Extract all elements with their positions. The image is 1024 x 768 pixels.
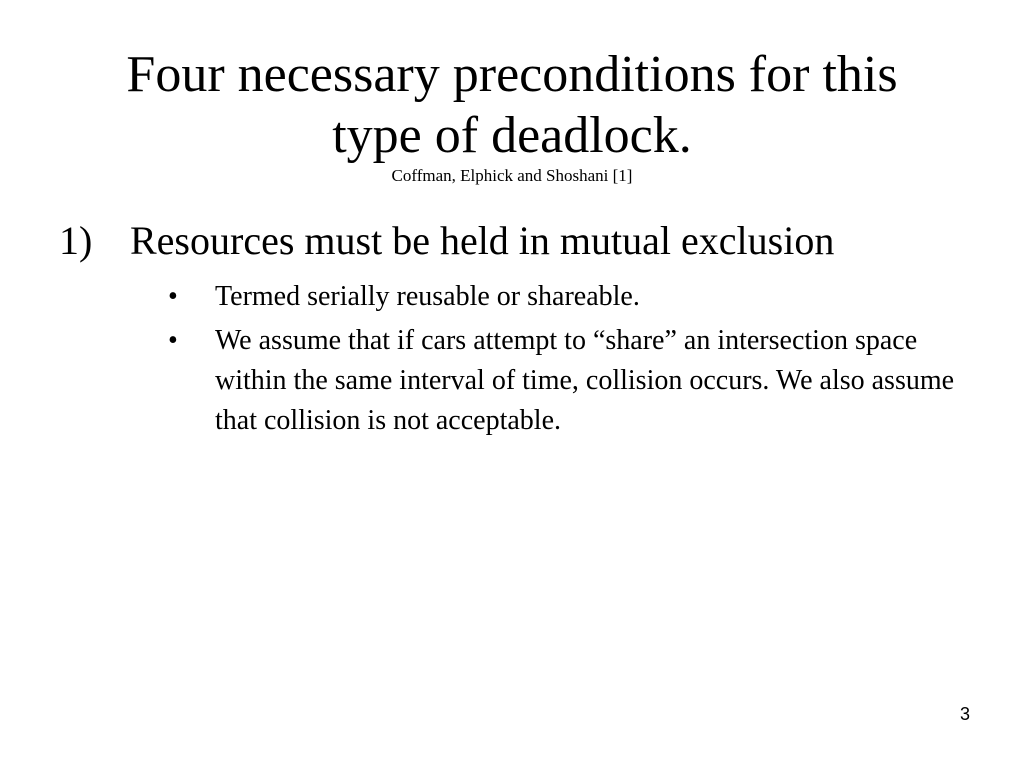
slide-title — [0, 44, 1024, 166]
title-block — [0, 44, 1024, 186]
slide-title-line-1: Four necessary preconditions for this — [126, 46, 898, 103]
bullet-text: We assume that if cars attempt to “share” an intersection space within the same interval of time, collision occurs. We also assume that collision is not acceptable. — [215, 325, 955, 436]
bullet-symbol: • — [168, 281, 178, 312]
numbered-item — [0, 214, 1024, 268]
item-text: Resources must be held in mutual exclusion — [130, 218, 835, 263]
slide-title-line-2: type of deadlock. — [332, 107, 692, 164]
bullet-list — [0, 277, 1024, 445]
page-number: 3 — [959, 704, 970, 724]
bullet-symbol: • — [168, 325, 178, 356]
bullet-text: Termed serially reusable or shareable. — [215, 281, 640, 312]
citation: Coffman, Elphick and Shoshani [1] — [391, 166, 633, 185]
item-number: 1) — [59, 218, 93, 263]
bullet-item — [0, 321, 1024, 441]
bullet-item — [0, 277, 1024, 317]
